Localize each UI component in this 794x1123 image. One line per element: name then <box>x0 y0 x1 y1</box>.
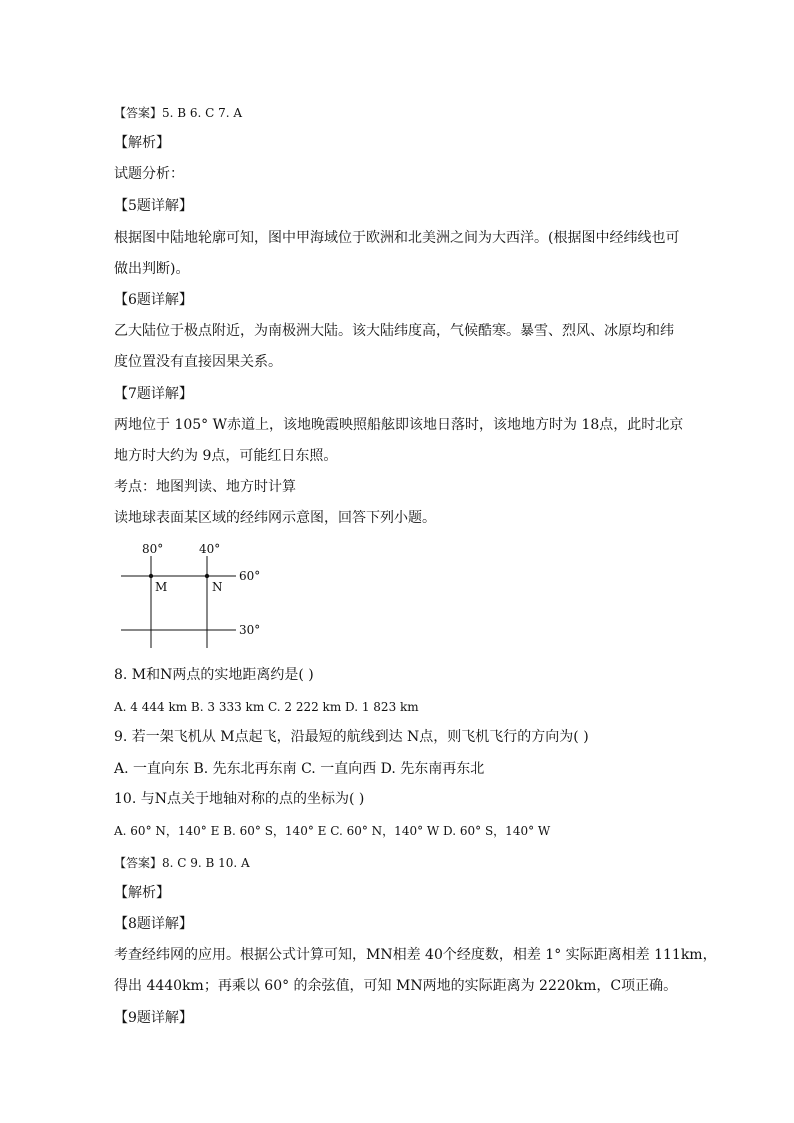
lat-label-60: 60° <box>239 569 261 583</box>
q8-detail-text-line1: 考查经纬网的应用。根据公式计算可知，MN相差 40个经度数，相差 1° 实际距离相差 111km， <box>114 947 717 963</box>
q8-detail-text-line2: 得出 4440km；再乘以 60° 的余弦值，可知 MN两地的实际距离为 2220km，C项正确。 <box>114 978 678 994</box>
key-points: 考点：地图判读、地方时计算 <box>114 479 296 495</box>
question-9: 9. 若一架飞机从 M点起飞，沿最短的航线到达 N点，则飞机飞行的方向为( ) <box>114 729 589 745</box>
analysis-heading: 【解析】 <box>114 135 170 151</box>
q9-detail-heading: 【9题详解】 <box>114 1010 193 1026</box>
answer-line: 【答案】5. B 6. C 7. A <box>114 106 243 120</box>
q5-detail-heading: 【5题详解】 <box>114 198 193 214</box>
q6-detail-text-line1: 乙大陆位于极点附近，为南极洲大陆。该大陆纬度高，气候酷寒。暴雪、烈风、冰原均和纬 <box>114 323 674 339</box>
point-n-dot <box>205 574 209 578</box>
question-8: 8. M和N两点的实地距离约是( ) <box>114 667 314 683</box>
graticule-diagram <box>114 540 274 652</box>
q8-detail-heading: 【8题详解】 <box>114 916 193 932</box>
lat-label-30: 30° <box>239 623 261 637</box>
question-9-options: A. 一直向东 B. 先东北再东南 C. 一直向西 D. 先东南再东北 <box>114 761 485 777</box>
q7-detail-text-line1: 两地位于 105° W赤道上，该地晚霞映照船舷即该地日落时，该地地方时为 18点，此时北京 <box>114 417 684 433</box>
answer-line-2: 【答案】8. C 9. B 10. A <box>114 856 250 870</box>
point-m-dot <box>149 574 153 578</box>
q7-detail-text-line2: 地方时大约为 9点，可能红日东照。 <box>114 448 338 464</box>
figure-instruction: 读地球表面某区域的经纬网示意图，回答下列小题。 <box>114 510 436 526</box>
q6-detail-text-line2: 度位置没有直接因果关系。 <box>114 354 282 370</box>
question-10-options: A. 60° N，140° E B. 60° S，140° E C. 60° N，140° W D. 60° S，140° W <box>114 824 551 838</box>
question-10: 10. 与N点关于地轴对称的点的坐标为( ) <box>114 791 365 807</box>
point-m-label: M <box>155 580 168 594</box>
point-n-label: N <box>212 580 223 594</box>
analysis-intro: 试题分析： <box>114 166 184 182</box>
q7-detail-heading: 【7题详解】 <box>114 386 193 402</box>
q6-detail-heading: 【6题详解】 <box>114 292 193 308</box>
analysis-heading-2: 【解析】 <box>114 885 170 901</box>
lon-label-80: 80° <box>142 542 164 556</box>
lon-label-40: 40° <box>199 542 221 556</box>
question-8-options: A. 4 444 km B. 3 333 km C. 2 222 km D. 1 823 km <box>114 700 419 714</box>
q5-detail-text-line2: 做出判断)。 <box>114 261 190 277</box>
q5-detail-text-line1: 根据图中陆地轮廓可知，图中甲海域位于欧洲和北美洲之间为大西洋。(根据图中经纬线也可 <box>114 230 680 246</box>
